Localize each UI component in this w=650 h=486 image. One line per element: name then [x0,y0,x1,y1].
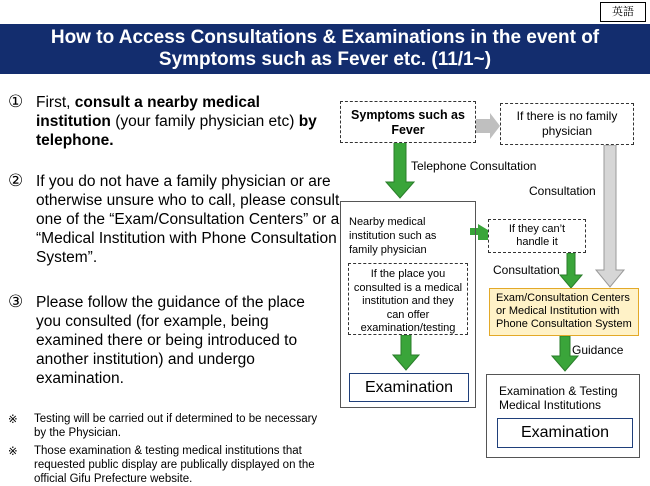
note-1-mark: ※ [8,412,18,426]
green-arrow-consultation [560,253,582,288]
title-line-1: How to Access Consultations & Examinations in the event of [50,27,600,48]
no-physician-box: If there is no family physician [500,103,634,145]
consultation-mid-label: Consultation [493,263,560,277]
if-place-box: If the place you consulted is a medical institution and they can offer examination/testing [348,263,468,335]
centers-box: Exam/Consultation Centers or Medical Institution with Phone Consultation System [489,288,639,336]
examination-box-left: Examination [349,373,469,402]
exam-testing-text: Examination & Testing Medical Institutions [499,384,618,412]
step-2-number: ② [8,171,24,191]
step-3-number: ③ [8,292,24,312]
green-arrow-telephone [386,142,414,198]
cant-handle-box: If they can’t handle it [488,219,586,253]
step-1-bold-2: by telephone. [36,113,317,149]
step-1-number: ① [8,92,24,112]
step-2-text: If you do not have a family physician or are otherwise unsure who to call, please consult one of the “Exam/Consultation Centers” or a “Medical Institution with Phone Consultation System”. [36,173,340,266]
gray-arrow-down [596,145,624,287]
title-line-2: Symptoms such as Fever etc. (11/1~) [158,49,492,70]
examination-box-right: Examination [497,418,633,448]
nearby-medical-text: Nearby medical institution such as family physician [349,216,437,256]
note-1-text: Testing will be carried out if determined to be necessary by the Physician. [34,413,318,439]
note-2-mark: ※ [8,444,18,458]
step-1-pre: First, [36,94,75,111]
symptoms-box: Symptoms such as Fever [340,101,476,143]
step-1-bold: consult a nearby medical institution [36,94,260,130]
gray-arrow-horizontal [476,113,500,139]
guidance-label: Guidance [572,343,624,357]
consultation-right-label: Consultation [529,184,596,198]
step-1-mid: (your family physician etc) [110,113,299,130]
telephone-consultation-label: Telephone Consultation [411,159,537,173]
step-3-text: Please follow the guidance of the place you consulted (for example, being examined there or being introduced to another institution) and undergo examination. [36,294,305,387]
language-tag: 英語 [600,2,646,22]
note-2-text: Those examination & testing medical institutions that requested public display are publically displayed on the official Gifu Prefecture website. [34,445,315,485]
